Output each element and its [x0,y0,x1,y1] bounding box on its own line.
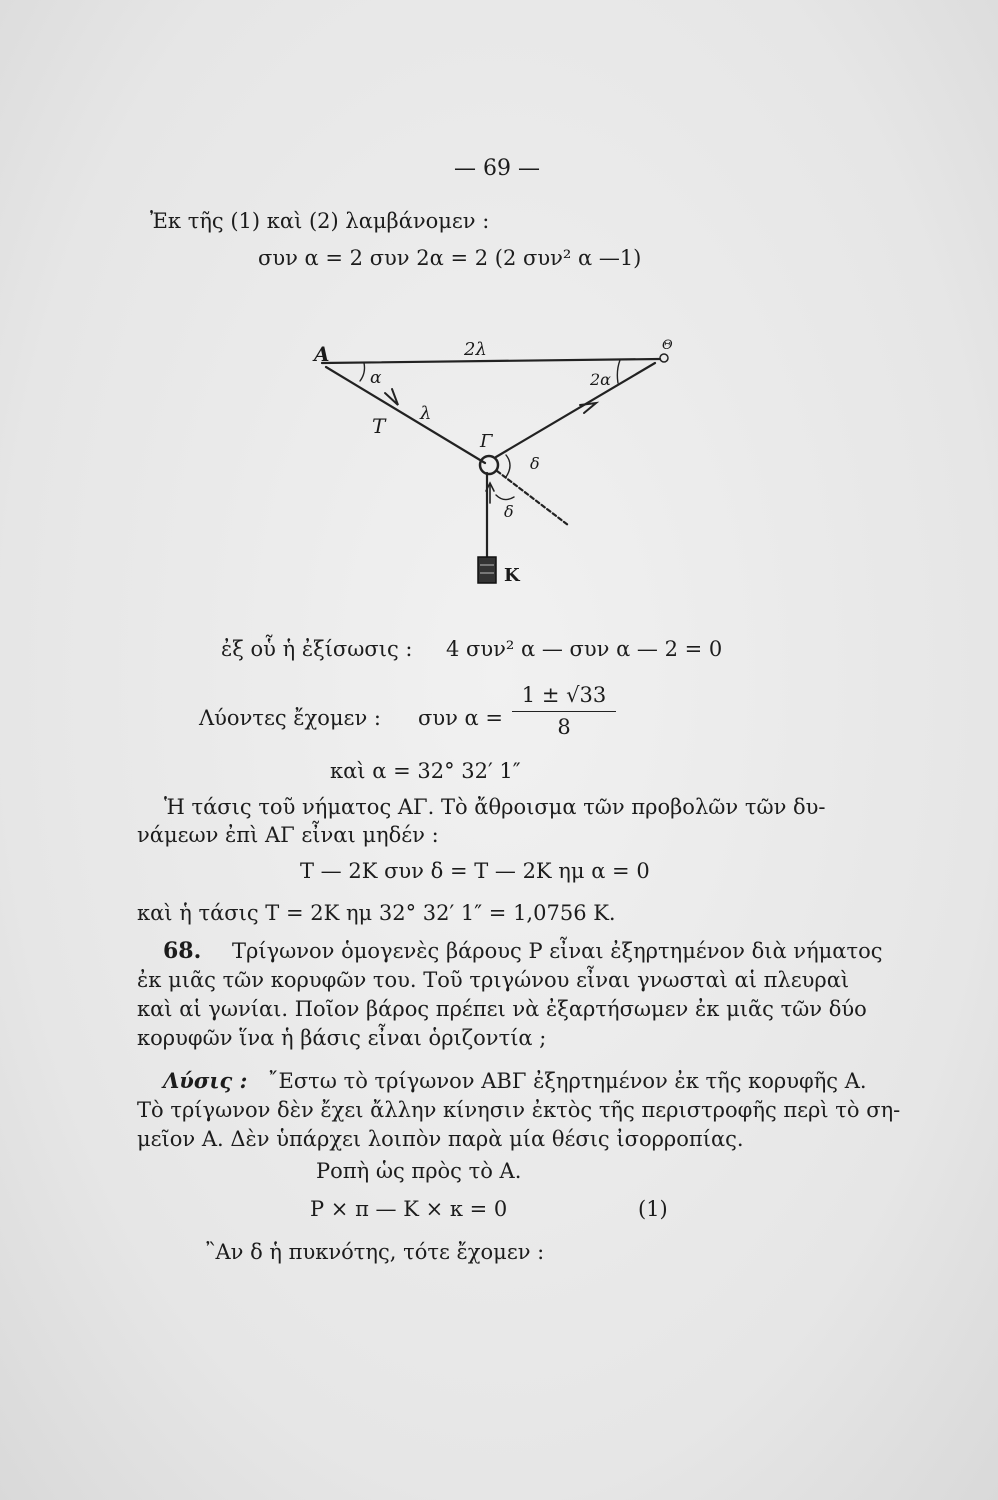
tension-text-line1: Ἡ τάσις τοῦ νήματος ΑΓ. Τὸ ἄθροισμα τῶν προβολῶν τῶν δυ- [164,795,826,819]
label-two-alpha: 2α [590,370,611,389]
label-alpha: α [370,368,382,388]
label-delta2: δ [504,502,514,521]
label-delta1: δ [530,454,540,473]
problem-text-line3: καὶ αἱ γωνίαι. Ποῖον βάρος πρέπει νὰ ἐξαρτήσωμεν ἐκ μιᾶς τῶν δύο [137,997,867,1021]
pulley-circle [480,456,498,474]
force-diagram [300,335,700,605]
angle-arc-2alpha [617,360,620,383]
problem-text-line1: Τρίγωνον ὁμογενὲς βάρους Ρ εἶναι ἐξηρτημένον διὰ νήματος [232,939,883,963]
label-theta: Θ [662,338,673,353]
line-gamma-theta [496,363,655,457]
solve-numerator: 1 ± √33 [521,683,607,707]
solve-denominator: 8 [557,715,571,739]
theta-point [660,354,668,362]
solution-text-line3: μεῖον Α. Δὲν ὑπάρχει λοιπὸν παρὰ μία θέσις ἰσορροπίας. [137,1127,744,1151]
problem-number: 68. [163,938,202,964]
solve-lhs: συν α = [418,706,503,730]
angle-arc-alpha [360,363,365,381]
problem-text-line4: κορυφῶν ἵνα ἡ βάσις εἶναι ὁριζοντία ; [137,1026,547,1050]
equation-quadratic: 4 συν² α — συν α — 2 = 0 [446,637,723,661]
angle-arc-delta2 [496,495,514,500]
equation-moment: Ρ × π — Κ × κ = 0 [310,1197,508,1221]
angle-arc-delta1 [506,455,510,477]
intro-text: Ἐκ τῆς (1) καὶ (2) λαμβάνομεν : [150,209,490,233]
weight-k [478,557,496,583]
solution-label: Λύσις : [163,1068,248,1093]
solve-label: Λύοντες ἔχομεν : [199,706,381,730]
equation-tension-result: καὶ ἡ τάσις Τ = 2Κ ημ 32° 32′ 1″ = 1,0756 Κ. [137,901,616,925]
tension-text-line2: νάμεων ἐπὶ ΑΓ εἶναι μηδέν : [137,823,439,847]
page-number: — 69 — [454,156,540,181]
label-a: A [314,342,330,366]
moment-label: Ροπὴ ὡς πρὸς τὸ Α. [316,1159,522,1183]
equation-tension: Τ — 2Κ συν δ = Τ — 2Κ ημ α = 0 [300,859,650,883]
line-a-theta [322,359,660,363]
problem-text-line2: ἐκ μιᾶς τῶν κορυφῶν του. Τοῦ τριγώνου εἶναι γνωσταὶ αἱ πλευραὶ [137,968,850,992]
label-k: K [504,565,520,586]
equation-cos: συν α = 2 συν 2α = 2 (2 συν² α —1) [258,246,642,270]
solution-text-line1: ῎Εστω τὸ τρίγωνον ΑΒΓ ἐξηρτημένον ἐκ τῆς κορυφῆς Α. [268,1069,867,1093]
fraction-bar [512,711,616,712]
label-lambda: λ [420,403,432,424]
arrow-gamma-theta [580,403,596,413]
equation-moment-number: (1) [638,1197,668,1221]
label-gamma: Γ [480,431,493,452]
label-two-lambda: 2λ [464,339,487,360]
equation-quadratic-label: ἐξ οὗ ἡ ἐξίσωσις : [221,637,413,661]
solution-text-line2: Τὸ τρίγωνον δὲν ἔχει ἄλλην κίνησιν ἐκτὸς τῆς περιστροφῆς περὶ τὸ ση- [137,1098,901,1122]
density-text: ῍Αν δ ἡ πυκνότης, τότε ἔχομεν : [205,1240,545,1264]
label-t: T [372,414,386,438]
line-a-gamma [326,367,485,463]
angle-value: καὶ α = 32° 32′ 1″ [330,759,521,783]
